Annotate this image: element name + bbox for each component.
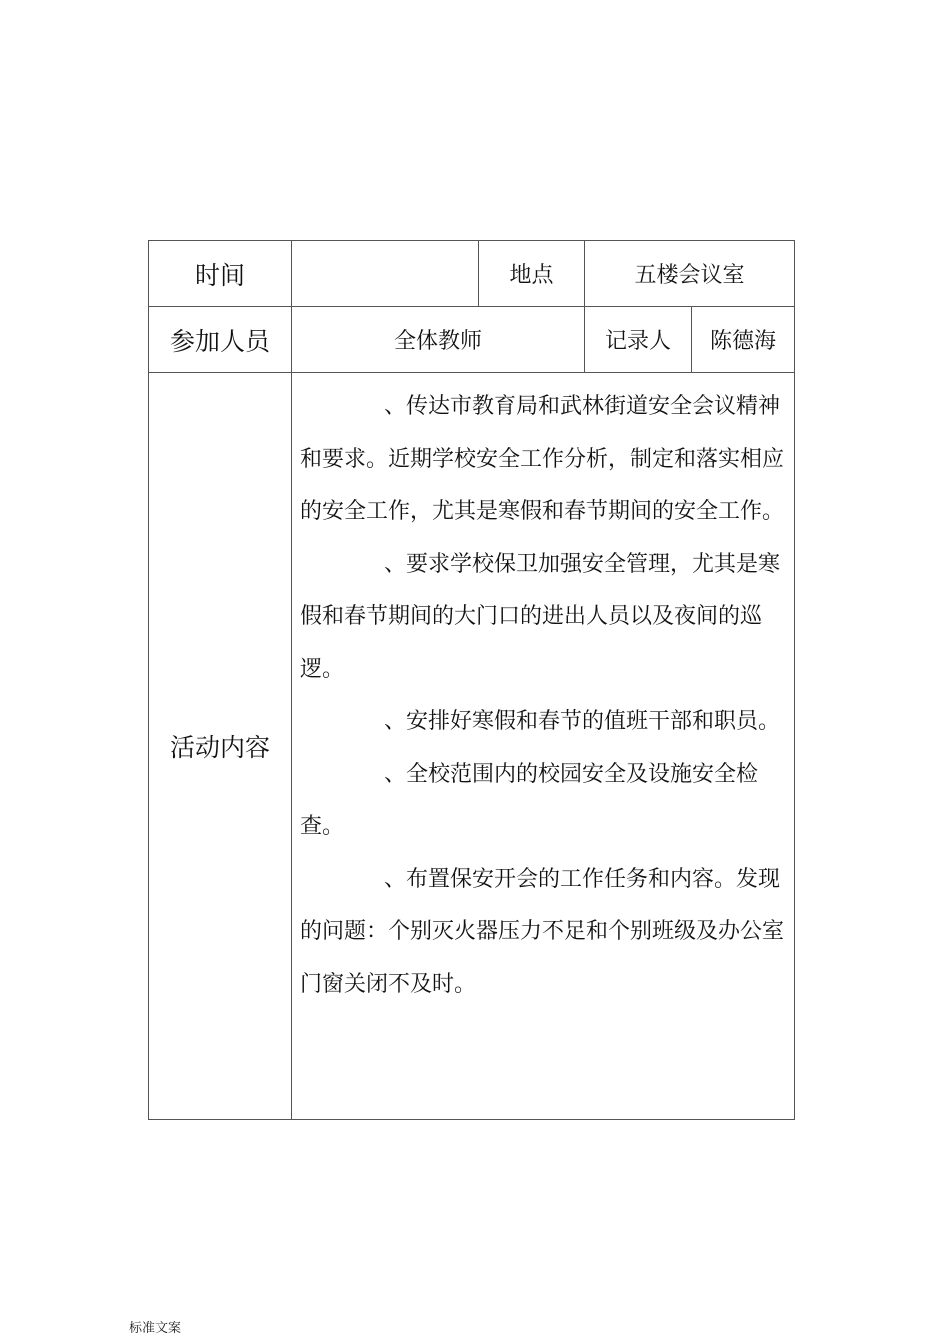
location-label: 地点 <box>479 241 585 307</box>
activity-item: 、安排好寒假和春节的值班干部和职员。 <box>384 709 781 734</box>
location-value: 五楼会议室 <box>585 241 795 307</box>
time-value <box>292 241 479 307</box>
activity-item: 、布置保安开会的工作任务和内容。发现的问题：个别灭火器压力不足和个别班级及办公室门窗关闭不及时。 <box>300 866 785 997</box>
table-row-participants-recorder <box>149 307 795 373</box>
time-label: 时间 <box>149 241 292 307</box>
footer-label: 标准文案 <box>129 1321 182 1336</box>
meeting-record-table <box>148 240 795 1120</box>
activity-item: 、要求学校保卫加强安全管理，尤其是寒假和春节期间的大门口的进出人员以及夜间的巡逻。 <box>300 551 781 682</box>
recorder-label: 记录人 <box>585 307 692 373</box>
table-row-time-location <box>149 241 795 307</box>
participants-value: 全体教师 <box>292 307 585 373</box>
activity-label: 活动内容 <box>149 373 292 1120</box>
activity-item: 、传达市教育局和武林街道安全会议精神和要求。近期学校安全工作分析，制定和落实相应的安全工作，尤其是寒假和春节期间的安全工作。 <box>300 394 785 524</box>
recorder-value: 陈德海 <box>692 307 795 373</box>
participants-label: 参加人员 <box>149 307 292 373</box>
table-row-activity <box>149 373 795 1120</box>
activity-content <box>292 373 795 1120</box>
activity-item: 、全校范围内的校园安全及设施安全检查。 <box>300 761 759 839</box>
